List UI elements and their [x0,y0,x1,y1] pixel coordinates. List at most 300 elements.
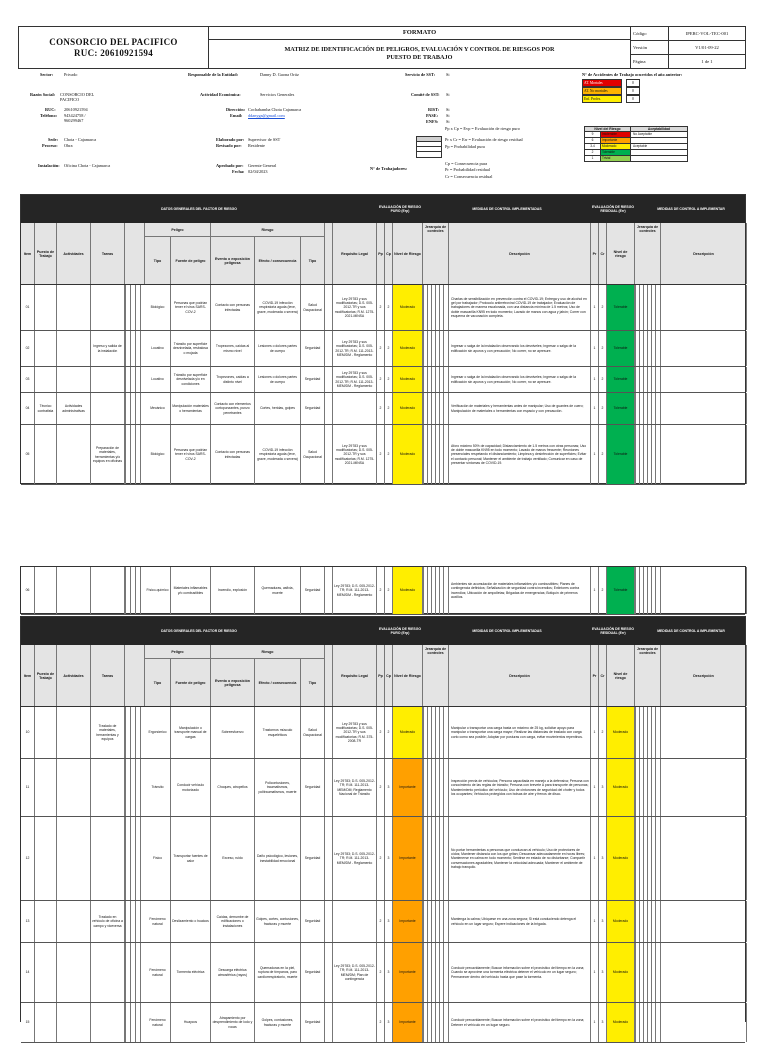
cell-puesto [35,285,57,330]
cell-actividades [57,285,91,330]
cell-desc2 [661,707,747,758]
cell-pr: 1 [591,367,599,392]
grid-line [639,901,640,942]
workers-grid [416,136,442,158]
grid-line [431,285,432,330]
grid-line [431,707,432,758]
col-head-evento: Evento o exposición peligrosa [211,237,255,284]
grid-line [135,1003,136,1042]
cell-nivel2: Tolerable [607,285,635,330]
cell-desc2 [661,759,747,816]
cell-desc2 [661,285,747,330]
col-head-peligro: Peligro [145,645,211,659]
risk-level-name: Intolerable [601,132,631,137]
cell-nivel: Moderado [393,367,423,392]
band-eval-res: EVALUACIÓN DE RIESGO RESIDUAL (Err) [592,205,634,213]
cell-puesto [35,759,57,816]
col-head-pp: Pp [377,645,385,706]
cell-item: 14 [21,943,35,1002]
cell-tareas [91,567,125,614]
grid-line [647,1003,648,1042]
col-head-pr: Pr [591,645,599,706]
company-name: CONSORCIO DEL PACIFICO [49,36,178,47]
grid-line [647,285,648,330]
cell-sp [325,331,333,366]
grid-line [423,759,424,816]
cell-actividades [57,817,91,900]
cell-fuente: Tránsito por superficie desnivelada y/o en condiciones [171,367,211,392]
grid-line [431,393,432,424]
grid-line [140,331,141,366]
col-head-actividades: Actividades [57,223,91,284]
section-band [21,617,745,645]
accident-row-label: AT. No mortales [582,87,622,95]
cell-tipo: Locativo [145,367,171,392]
cell-evento: Contacto con elementos cortopunzantes, punzo penetrantes [211,393,255,424]
grid-line [125,331,126,366]
enfs-value: Si [446,119,450,124]
grid-line [427,901,428,942]
cell-pp: 2 [377,393,385,424]
cell-tipo2: Salud Ocupacional [301,707,325,758]
grid-line [643,367,644,392]
column-header [21,223,745,285]
cell-cr: 2 [599,331,607,366]
grid-line [635,331,636,366]
risk-level-name: Moderado [601,144,631,149]
cell-efecto: Lesiones o dolores partes de cuerpo [255,367,301,392]
sector-value: Privado [64,72,78,77]
cell-nivel: Importante [393,943,423,1002]
cell-item: 05 [21,425,35,484]
cell-nivel2: Moderado [607,707,635,758]
company-ruc: RUC: 20610921594 [73,47,154,58]
accident-row-value: 0 [626,95,640,103]
risk-level-acceptability [631,156,687,161]
grid-line [140,817,141,900]
grid-line [647,817,648,900]
grid-line [655,1003,656,1042]
cell-sp [325,943,333,1002]
col-head-cr: Cr [599,645,607,706]
col-head-desc: Descripción [449,223,591,284]
cell-fuente: Manipulación materiales o herramientas [171,393,211,424]
cell-tipo: Físico-químico [145,567,171,614]
risk-level-acceptability [631,138,687,143]
grid-line [651,425,652,484]
grid-line [427,331,428,366]
grid-line [130,901,131,942]
document-title-line1: MATRIZ DE IDENTIFICACIÓN DE PELIGROS, EVALUACIÓN Y CONTROL DE RIESGOS POR [284,46,555,53]
risk-table-1 [20,194,746,484]
cell-pr: 1 [591,393,599,424]
grid-line [443,943,444,1002]
grid-line [639,393,640,424]
grid-line [435,393,436,424]
grid-line [439,331,440,366]
cell-sp [325,393,333,424]
grid-line [427,567,428,614]
grid-line [423,817,424,900]
grid-line [643,425,644,484]
tel-label: Teléfono: [40,113,58,118]
cell-fuente: Conducir vehículo motorizado [171,759,211,816]
section-band [21,195,745,223]
grid-line [639,1003,640,1042]
act-label: Actividad Económica: [200,92,241,97]
grid-line [125,567,126,614]
grid-line [431,367,432,392]
cell-actividades [57,1003,91,1042]
meta-code-value: IPERC-VOL-TEC-001 [685,30,729,36]
grid-line [655,567,656,614]
grid-line [130,367,131,392]
cell-nivel2: Tolerable [607,567,635,614]
razon-value: CONSORCIO DEL PACIFICO [60,92,95,103]
col-head-jer: Jerarquía de controles [423,645,449,706]
grid-line [427,425,428,484]
cell-pp: 2 [377,567,385,614]
inst-value: Oficina Chota - Cajamarca [64,163,111,168]
grid-line [435,943,436,1002]
grid-line [655,425,656,484]
cell-nivel: Moderado [393,707,423,758]
cell-item: 10 [21,707,35,758]
col-head-nivel: Nivel de Riesgo [393,223,423,284]
grid-line [655,943,656,1002]
aprob-value: Gerente General [248,163,277,168]
cell-cr: 2 [599,707,607,758]
cell-tipo2: Salud Ocupacional [301,425,325,484]
grid-line [423,393,424,424]
cell-actividades [57,567,91,614]
col-head-jer2: Jerarquía de controles [635,645,661,706]
grid-line [643,1003,644,1042]
grid-line [639,817,640,900]
cell-tipo2: Seguridad [301,331,325,366]
cell-tipo2: Seguridad [301,759,325,816]
grid-line [635,901,636,942]
col-head-item: Item [21,645,35,706]
grid-line [140,901,141,942]
col-head-desc: Descripción [449,645,591,706]
grid-line [427,285,428,330]
sector-label: Sector: [40,72,54,77]
dir-label: Dirección: [226,107,246,112]
aprob-label: Aprobado por: [216,163,244,168]
cell-pp: 2 [377,1003,385,1042]
ruc-label: RUC: [45,107,56,112]
cell-pr: 1 [591,817,599,900]
cell-pp: 2 [377,367,385,392]
col-head-tareas: Tareas [91,645,125,706]
col-head-fuente: Fuente de peligro [171,237,211,284]
sede-label: Sede: [48,137,59,142]
grid-line [643,943,644,1002]
grid-line [435,817,436,900]
grid-line [643,393,644,424]
band-eval-pura: EVALUACIÓN DE RIESGO PURO (Erp) [379,205,421,213]
grid-line [651,567,652,614]
grid-line [130,707,131,758]
cell-pr: 1 [591,285,599,330]
grid-line [130,759,131,816]
grid-line [651,331,652,366]
grid-line [655,759,656,816]
col-head-tipo: Tipo [145,237,171,284]
grid-line [439,817,440,900]
grid-line [423,707,424,758]
grid-line [655,707,656,758]
grid-line [439,367,440,392]
cell-tipo: Ergonómico [145,707,171,758]
cell-requisito: Ley 29783 y sus modificatorias; D.S. 005-2012-TR y sus modificatorias; R.M. 375-2008-TR [333,707,377,758]
grid-line [643,707,644,758]
band-medidas-impl: MEDIDAS DE CONTROL A IMPLEMENTAR [657,207,725,211]
cell-desc2 [661,1003,747,1042]
cell-sp [325,425,333,484]
grid-line [423,425,424,484]
grid-line [655,285,656,330]
inst-label: Instalación: [38,163,60,168]
grid-line [443,367,444,392]
cell-desc: Manipular o transportar una carga hasta un máximo de 25 kg, solicitar apoyo para manipular o transportar una carga mayor; Realizar las distancias de traslado con carga corto como sea posible; Adoptar por posturas con carga, evitar movimientos repentinos. [449,707,591,758]
grid-line [655,817,656,900]
cell-evento: Tropezones, caídas a distinto nivel [211,367,255,392]
grid-line [643,331,644,366]
cell-tipo2: Seguridad [301,393,325,424]
cell-tipo2: Seguridad [301,817,325,900]
grid-line [651,707,652,758]
grid-line [639,367,640,392]
col-head-tareas: Tareas [91,223,125,284]
ruc-value: 20610921594 [64,107,88,112]
grid-line [647,567,648,614]
elab-value: Supervisor de SST [248,137,281,142]
col-head-riesgo: Riesgo [211,645,325,659]
cell-nivel: Moderado [393,331,423,366]
col-head-sp [325,223,333,284]
legend-line: Pr x Cr = Err = Evaluación de riesgo residual [445,137,523,142]
grid-line [443,393,444,424]
cell-sp [325,817,333,900]
cell-tareas [91,393,125,424]
cell-efecto: Golpes, contusiones, fracturas y muerte [255,1003,301,1042]
grid-line [647,425,648,484]
email-value[interactable]: ddanyga@gmail.com [248,113,285,118]
cell-cr: 3 [599,817,607,900]
grid-line [635,393,636,424]
cell-desc: Ambientes sin acumulación de materiales inflamables y/o combustibles; Planes de contingencia definidos; Señalización de seguridad contra incendios; Extintores contra incendios; Ubicación de ampolletas; Brigadas de emergencias; Botiquín de primeros auxilios. [449,567,591,614]
grid-line [140,567,141,614]
grid-line [651,367,652,392]
grid-line [135,331,136,366]
cell-tareas [91,367,125,392]
cell-tipo: Mecánico [145,393,171,424]
resp-label: Responsable de la Entidad: [188,72,239,77]
cell-pr: 1 [591,1003,599,1042]
cell-tareas [91,759,125,816]
col-head-nivel2: Nivel de riesgo [607,645,635,706]
rist-value: Si [446,107,450,112]
grid-line [443,759,444,816]
cell-fuente: Deslizamiento o huaicos [171,901,211,942]
table-row [21,707,745,759]
meta-page-label: Página [631,55,669,68]
risk-level-name: Tolerable [601,150,631,155]
band-datos: DATOS GENERALES DEL FACTOR DE RIESGO [161,207,237,211]
grid-line [427,1003,428,1042]
cell-nivel2: Moderado [607,1003,635,1042]
col-head-jer2: Jerarquía de controles [635,223,661,284]
col-head-fuente: Fuente de peligro [171,659,211,706]
sst-label: Servicio de SST: [405,72,435,77]
cell-actividades [57,425,91,484]
cell-fuente: Materiales inflamables y/o combustibles [171,567,211,614]
meta-page-value: 1 de 1 [701,58,713,64]
table-row [21,393,745,425]
col-head-desc2: Descripción [661,645,747,706]
cell-pr: 1 [591,425,599,484]
table-row [21,901,745,943]
grid-line [635,817,636,900]
cell-desc2 [661,817,747,900]
cell-desc2 [661,331,747,366]
grid-line [125,367,126,392]
col-head-efecto: Efecto / consecuencia [255,659,301,706]
cell-desc: Aforo máximo 50% de capacidad; Distanciamiento de 1.5 metros con otras personas; Uso de doble mascarilla KN95 en todo momento; Lavado de manos frecuente; Reuniones presenciales respetando el distanciamiento; Limpieza y desinfección de superficies; Evitar el contacto personal; Mantener el ambiente de trabajo ventilado; Comunicar en caso de presentar síntomas de COVID-19. [449,425,591,484]
cell-actividades: Actividades administrativas [57,393,91,424]
col-head-cp: Cp [385,223,393,284]
pase-label: PASE: [426,113,439,118]
grid-line [635,285,636,330]
document-title-line2: PUESTO DE TRABAJO [386,54,453,61]
grid-line [651,1003,652,1042]
grid-line [443,901,444,942]
risk-level-range: 1 [585,156,601,161]
cell-tareas: Preparación de materiales, herramientas y/o equipos en oficinas [91,425,125,484]
cell-pp: 2 [377,759,385,816]
grid-line [639,567,640,614]
grid-line [435,331,436,366]
grid-line [635,943,636,1002]
grid-line [435,567,436,614]
grid-line [431,759,432,816]
accident-row-value: 0 [626,79,640,87]
cell-desc: Charlas de sensibilización en prevención contra el COVID-19; Entrega y uso de alcohol en gel por trabajador; Protocolo antirretroviral COVID-19 de trabajador; Evaluación de trabajadores de manera escalonada, con una distancia mínima de 1.5 metros; Uso de doble mascarilla KN95 en todo momento; Lavado de manos con agua y jabón; Correr con esquema de vacunación completa. [449,285,591,330]
cell-pr: 1 [591,943,599,1002]
cell-requisito [333,901,377,942]
fecha-value: 02/04/2023 [248,169,268,174]
cell-pp: 2 [377,331,385,366]
cell-efecto: Cortes, heridas, golpes [255,393,301,424]
cell-item: 02 [21,331,35,366]
cell-tipo: Biológico [145,425,171,484]
cell-evento: Contacto con personas infectadas [211,425,255,484]
risk-level-range: 3-4 [585,144,601,149]
cell-desc: Ingresar o salga de la instalación observando los desniveles; Ingresar o salga de la edificación sin apuros y con precaución; No correr, no se apresure. [449,331,591,366]
grid-line [135,567,136,614]
grid-line [655,331,656,366]
table-row [21,567,745,615]
cell-item: 12 [21,817,35,900]
cell-puesto [35,425,57,484]
risk-level-range: 6 [585,138,601,143]
risk-level-range: 2 [585,150,601,155]
cell-tipo2: Seguridad [301,943,325,1002]
grid-line [427,759,428,816]
grid-line [435,285,436,330]
grid-line [130,425,131,484]
comite-value: Si [446,92,450,97]
grid-line [423,1003,424,1042]
cell-puesto: Técnico contratista [35,393,57,424]
cell-pp: 2 [377,285,385,330]
cell-nivel: Importante [393,1003,423,1042]
grid-line [635,759,636,816]
accidents-title: N° de Accidentes de Trabajo ocurridos el año anterior: [582,72,683,77]
legend-line: Pp x Cp = Evp = Evaluación de riesgo puro [445,126,520,131]
grid-line [651,285,652,330]
cell-tipo: Fenómeno natural [145,901,171,942]
grid-line [443,567,444,614]
col-head-actividades: Actividades [57,645,91,706]
cell-desc: No portar herramientas a personas que conduzcan al vehículo; Uso de protectores de oídos; Mantener distancia con los que gritan; Descansar adecuadamente en horas libres; Mantenerse en calma en todo momento; Sentirse en estado de no disturbarse; Compartir conversaciones agradables; Mantener la velocidad adecuada; Mantener el ambiente de trabajo tranquilo. [449,817,591,900]
col-head-puesto: Puesto de Trabajo [35,645,57,706]
cell-nivel2: Tolerable [607,367,635,392]
band-datos: DATOS GENERALES DEL FACTOR DE RIESGO [161,629,237,633]
table-row [21,285,745,331]
cell-nivel: Moderado [393,425,423,484]
col-head-cp: Cp [385,645,393,706]
act-value: Servicios Generales [260,92,295,97]
grid-line [140,393,141,424]
grid-line [427,817,428,900]
grid-line [140,943,141,1002]
table-row [21,425,745,485]
grid-line [435,1003,436,1042]
risk-level-range: 9 [585,132,601,137]
cell-tipo: Físico [145,817,171,900]
cell-efecto: Quemaduras en la piel, ruptura de tímpanos, paro cardiorrespiratorio, muerte [255,943,301,1002]
cell-nivel2: Tolerable [607,425,635,484]
grid-line [130,943,131,1002]
grid-line [639,425,640,484]
grid-line [130,817,131,900]
cell-cp: 3 [385,1003,393,1042]
cell-actividades [57,331,91,366]
grid-line [125,817,126,900]
grid-line [427,707,428,758]
col-head-peligro: Peligro [145,223,211,237]
cell-cp: 3 [385,759,393,816]
risk-level-name: Importante [601,138,631,143]
grid-line [130,393,131,424]
grid-line [439,901,440,942]
cell-nivel: Moderado [393,393,423,424]
cell-efecto: COVID-19 infección respiratoria aguda (leve, grave, moderada o severa) [255,285,301,330]
grid-line [135,393,136,424]
cell-tareas [91,1003,125,1042]
col-head-chk [125,223,145,284]
col-head-tipo2: Tipo [301,659,325,706]
cell-puesto [35,707,57,758]
grid-line [435,901,436,942]
grid-line [635,567,636,614]
cell-requisito: Ley 29783; D.S. 005-2012-TR; R.M. 111-2013-MEM/DM; Plan de contingencia [333,943,377,1002]
cell-cr: 3 [599,901,607,942]
grid-line [647,759,648,816]
